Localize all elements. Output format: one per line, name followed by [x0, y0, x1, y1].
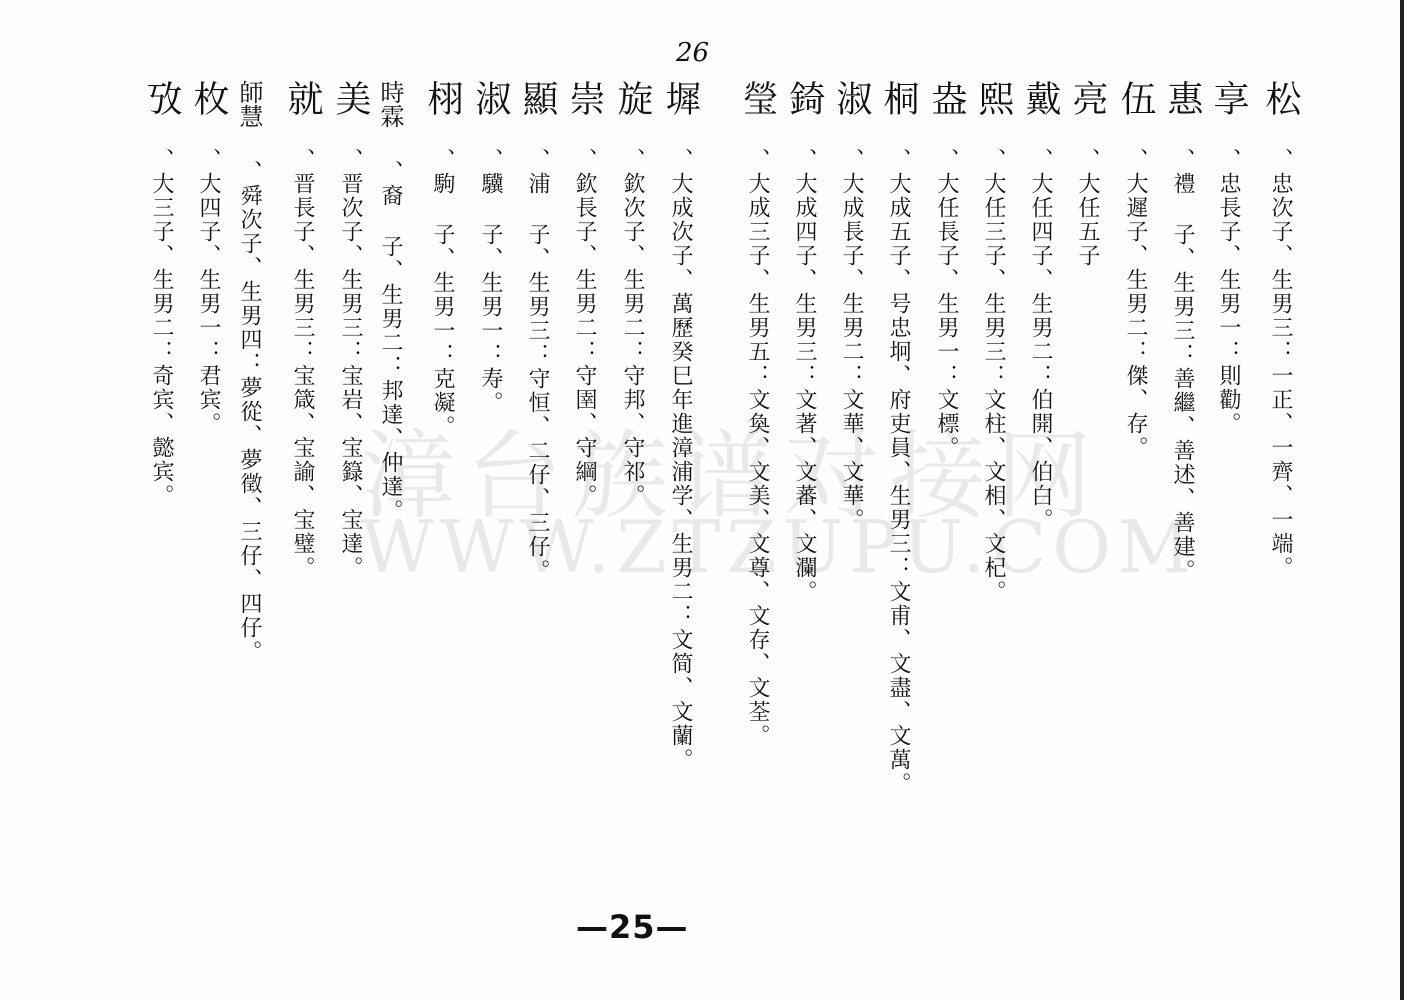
entry-text: 、忠次子、生男三：一正、一齊、一端。 [1268, 148, 1293, 580]
entry-column [1260, 80, 1301, 580]
entry-text: 、浦 子、生男三：守恒、二仔、三仔。 [525, 148, 550, 583]
person-name: 就 [282, 80, 323, 116]
entry-text: 、大任五子 [1075, 148, 1100, 268]
entry-text: 、駒 子、生男一：克凝。 [430, 148, 455, 439]
entry-column [612, 80, 653, 508]
person-name: 熙 [973, 80, 1014, 116]
entry-column [973, 80, 1014, 604]
person-name: 枚 [188, 80, 229, 116]
entry-column [564, 80, 605, 508]
entry-text: 、大成三子、生男五：文奐、文美、文尊、文存、文荃。 [745, 148, 770, 748]
entry-text: 、大成次子、萬歷癸巳年進漳浦学、生男二：文简、文蘭。 [668, 148, 693, 772]
entry-text: 、忠長子、生男一：則勸。 [1216, 148, 1241, 436]
entry-text: 、大四子、生男一：君宾。 [196, 148, 221, 436]
entry-text: 、驥 子、生男一：寿。 [478, 148, 503, 415]
entry-column [878, 80, 919, 796]
entry-text: 、大成四子、生男三：文著、文蕃、文瀾。 [792, 148, 817, 604]
printed-page-number: —25— [576, 908, 689, 946]
entry-text: 、裔 子、生男二：邦達、仲達。 [378, 160, 403, 523]
entry-column [737, 80, 778, 748]
handwritten-page-number: 26 [676, 38, 710, 68]
person-name: 錡 [784, 80, 825, 116]
watermark-text: 漳台族谱对接网 [360, 420, 1102, 532]
entry-text: 、晋長子、生男三：宝箴、宝諭、宝璧。 [290, 148, 315, 580]
entry-text: 、欽次子、生男二：守邦、守祁。 [620, 148, 645, 508]
person-name: 伍 [1115, 80, 1156, 116]
person-name: 栩 [422, 80, 463, 116]
entry-column [1067, 80, 1108, 268]
person-name: 桐 [878, 80, 919, 116]
person-name: 時霖 [376, 80, 404, 128]
person-name: 淑 [831, 80, 872, 116]
person-name: 盎 [926, 80, 967, 116]
person-name: 攷 [141, 80, 182, 116]
entry-column [378, 80, 402, 523]
entry-text: 、舜次子、生男四：夢從、夢徵、三仔、四仔。 [237, 160, 262, 664]
person-name: 淑 [470, 80, 511, 116]
entry-column [926, 80, 967, 460]
entry-column [1162, 80, 1203, 583]
person-name: 亮 [1067, 80, 1108, 116]
person-name: 瑩 [737, 80, 778, 116]
person-name: 崇 [564, 80, 605, 116]
entry-text: 、禮 子、生男三：善繼、善述、善建。 [1170, 148, 1195, 583]
person-name: 顯 [517, 80, 558, 116]
entry-text: 、欽長子、生男二：守圉、守綱。 [572, 148, 597, 508]
entry-column [188, 80, 229, 436]
entry-column [422, 80, 463, 439]
entry-text: 、大任長子、生男一：文標。 [934, 148, 959, 460]
person-name: 美 [330, 80, 371, 116]
entry-column [660, 80, 701, 772]
entry-column [470, 80, 511, 415]
entry-column [1208, 80, 1249, 436]
person-name: 松 [1260, 80, 1301, 116]
entry-text: 、大任四子、生男二：伯開、伯白。 [1028, 148, 1053, 532]
entry-column [237, 80, 261, 664]
person-name: 享 [1208, 80, 1249, 116]
entry-column [330, 80, 371, 580]
entry-column [141, 80, 182, 508]
entry-column [282, 80, 323, 580]
entry-column [1115, 80, 1156, 460]
entry-column [784, 80, 825, 604]
person-name: 惠 [1162, 80, 1203, 116]
entry-column [831, 80, 872, 532]
person-name: 師慧 [235, 80, 263, 128]
entry-text: 、大三子、生男二：奇宾、懿宾。 [149, 148, 174, 508]
person-name: 墀 [660, 80, 701, 116]
entry-text: 、晋次子、生男三：宝岩、宝籙、宝達。 [338, 148, 363, 580]
entry-text: 、大成長子、生男二：文華、文華。 [839, 148, 864, 532]
watermark-url: WWW.ZTZUPU.COM [360, 505, 1198, 589]
page-edge-line [1400, 0, 1404, 1000]
entry-text: 、大遲子、生男二：傑、存。 [1123, 148, 1148, 460]
entry-text: 、大任三子、生男三：文柱、文相、文杞。 [981, 148, 1006, 604]
entry-text: 、大成五子、号忠坰、府吏員、生男三：文甫、文盡、文萬。 [886, 148, 911, 796]
person-name: 戴 [1020, 80, 1061, 116]
person-name: 旋 [612, 80, 653, 116]
entry-column [1020, 80, 1061, 532]
entry-column [517, 80, 558, 583]
